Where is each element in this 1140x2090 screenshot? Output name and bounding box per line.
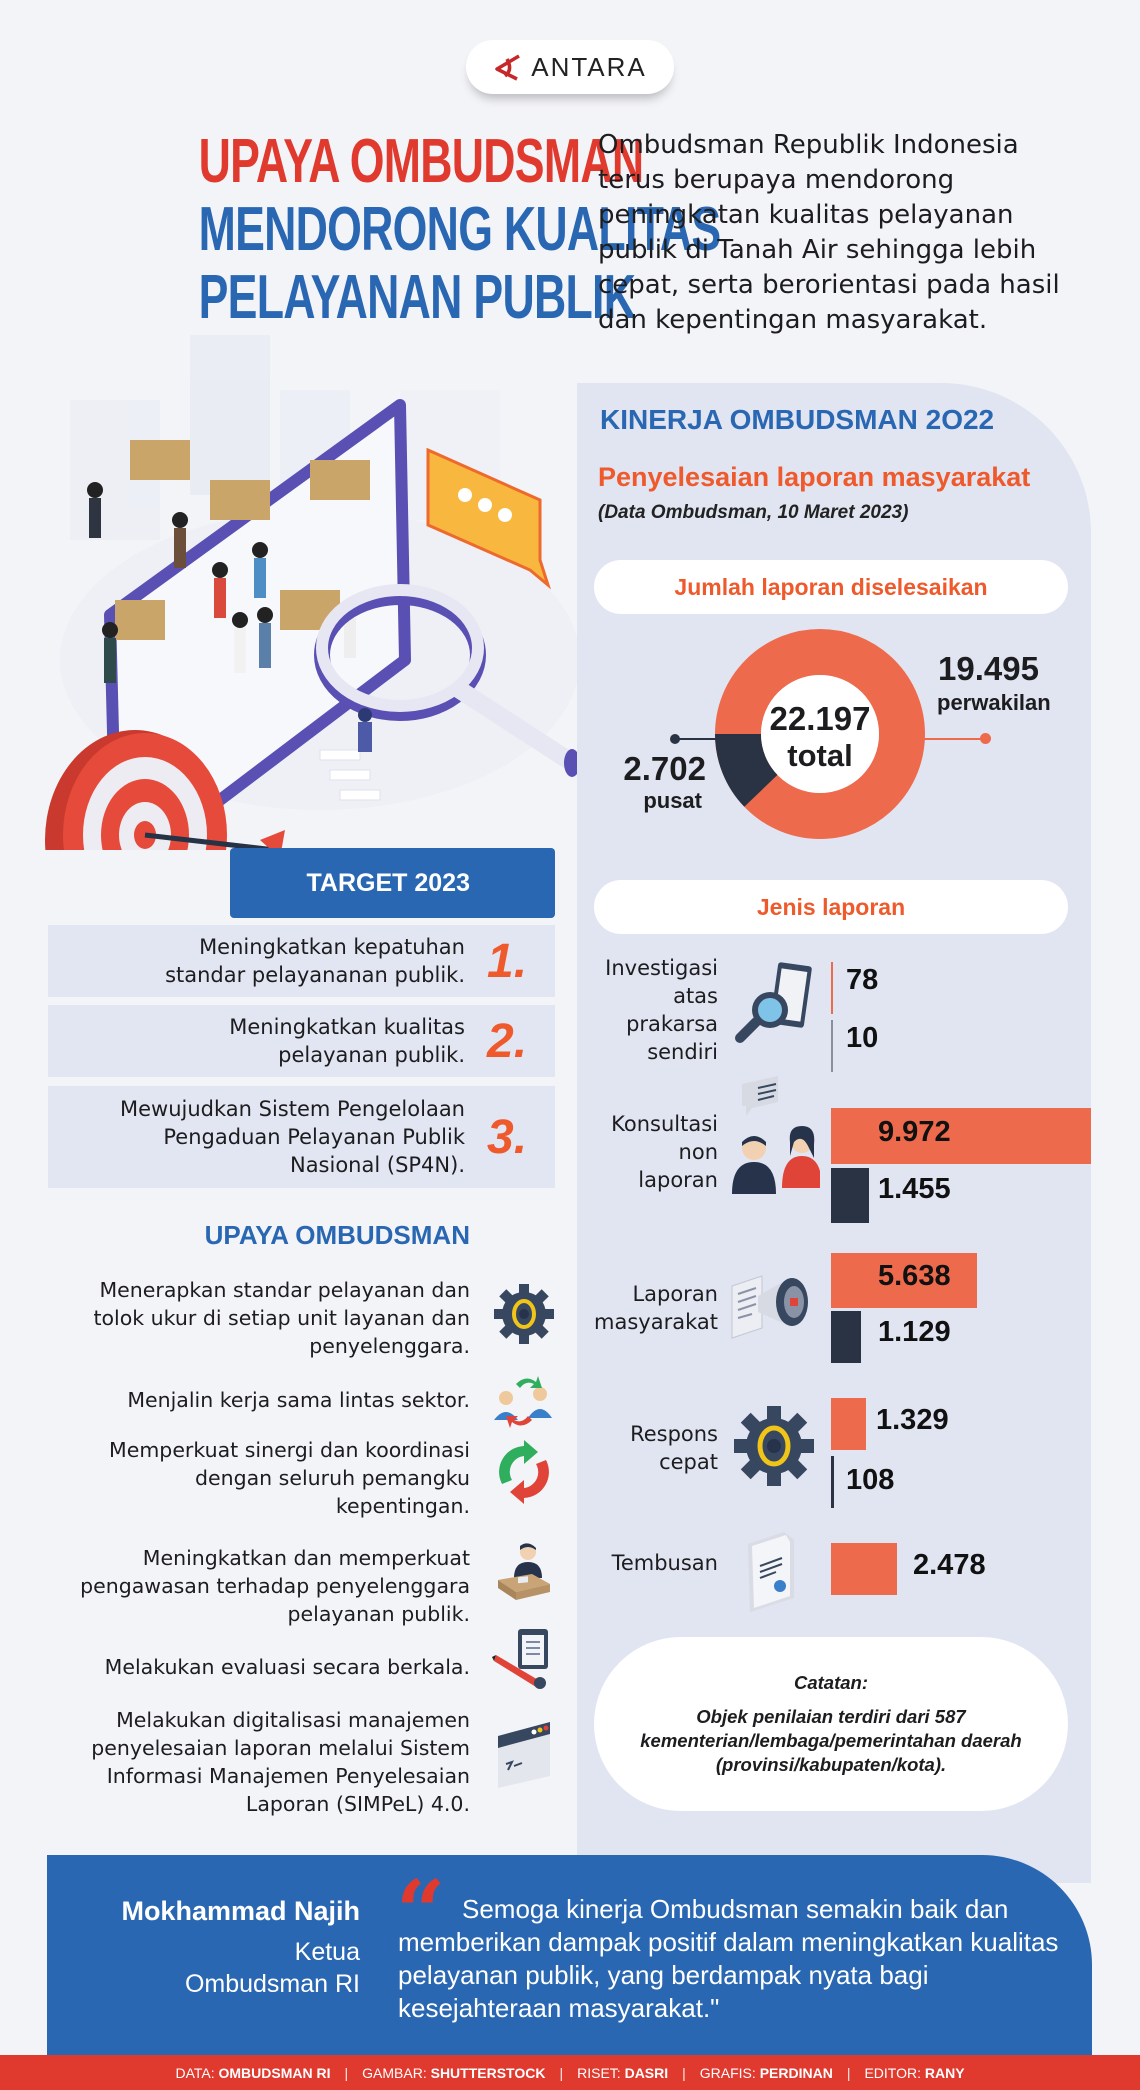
note-body: Objek penilaian terdiri dari 587 kementerian/lembaga/pemerintahan daerah (provinsi/kabupaten/kota). [640, 1706, 1022, 1775]
upaya-section-title: UPAYA OMBUDSMAN [204, 1220, 470, 1250]
target-2023-header: TARGET 2023 [230, 848, 555, 918]
consultation-people-icon [728, 1076, 820, 1204]
pusat-label: pusat [643, 788, 702, 813]
certificate-document-icon [728, 1526, 820, 1618]
bar-konsultasi-pusat [831, 1168, 869, 1223]
perwakilan-leader-dot [980, 733, 991, 744]
target-item-text: Meningkatkan kualitas pelayanan publik. [229, 1015, 465, 1067]
target-item [48, 1005, 555, 1077]
target-item-number: 1. [487, 934, 528, 988]
clipboard-pencil-icon [492, 1625, 556, 1689]
value-konsultasi-perwakilan: 9.972 [878, 1116, 951, 1148]
target-item-text: Meningkatkan kepatuhan standar pelayananan publik. [165, 935, 465, 987]
perwakilan-value: 19.495 [938, 650, 1039, 687]
quote-author-role-line1: Ketua [294, 1938, 360, 1966]
gear-icon [492, 1282, 556, 1346]
collaboration-icon [492, 1370, 556, 1434]
jenis-label-investigasi: Investigasi atas prakarsa sendiri [605, 956, 718, 1064]
upaya-item: Melakukan digitalisasi manajemen penyelesaian laporan melalui Sistem Informasi Manajemen Penyelesaian Laporan (SIMPeL) 4.0. [91, 1708, 470, 1816]
bar-investigasi-perwakilan [831, 962, 833, 1014]
terminal-window-icon [492, 1718, 556, 1790]
kinerja-subtitle: Penyelesaian laporan masyarakat [598, 462, 1031, 492]
value-investigasi-pusat: 10 [846, 1022, 879, 1054]
value-respons-cepat-pusat: 108 [846, 1464, 895, 1496]
upaya-item: Melakukan evaluasi secara berkala. [104, 1655, 470, 1679]
bar-konsultasi-perwakilan [831, 1108, 1091, 1164]
value-laporan-masyarakat-pusat: 1.129 [878, 1316, 951, 1348]
value-laporan-masyarakat-perwakilan: 5.638 [878, 1260, 951, 1292]
kinerja-title: KINERJA OMBUDSMAN 2O22 [600, 404, 995, 435]
upaya-item: Menjalin kerja sama lintas sektor. [127, 1388, 470, 1412]
bar-investigasi-pusat [831, 1020, 833, 1072]
jenis-label-laporan-masyarakat: Laporan masyarakat [594, 1282, 718, 1334]
megaphone-document-icon [728, 1262, 820, 1354]
logo-text: ANTARA [531, 51, 647, 82]
jenis-label-tembusan: Tembusan [611, 1551, 718, 1575]
office-illustration [20, 330, 580, 850]
quote-mark-icon: “ [396, 1862, 446, 1963]
target-item-text: Mewujudkan Sistem Pengelolaan Pengaduan Pelayanan Publik Nasional (SP4N). [120, 1097, 465, 1177]
jenis-section-pill: Jenis laporan [594, 880, 1068, 934]
upaya-item: Meningkatkan dan memperkuat pengawasan terhadap penyelenggara pelayanan publik. [80, 1546, 470, 1626]
credit-separator: | [846, 2064, 851, 2081]
credit-riset: RISET: DASRI [577, 2064, 669, 2081]
title-line-1: UPAYA OMBUDSMAN [198, 127, 644, 196]
credit-editor: EDITOR: RANY [864, 2064, 965, 2081]
perwakilan-label: perwakilan [937, 690, 1051, 715]
upaya-item: Memperkuat sinergi dan koordinasi dengan seluruh pemangku kepentingan. [109, 1438, 470, 1518]
supervisor-desk-icon [492, 1540, 556, 1604]
pusat-value: 2.702 [623, 750, 706, 787]
note-heading: Catatan: [793, 1672, 868, 1693]
gear-icon [728, 1400, 820, 1492]
value-konsultasi-pusat: 1.455 [878, 1173, 951, 1205]
credit-separator: | [559, 2064, 564, 2081]
target-item [48, 925, 555, 997]
credits-footer [0, 2055, 1140, 2090]
credit-separator: | [682, 2064, 686, 2081]
kinerja-source: (Data Ombudsman, 10 Maret 2023) [598, 502, 909, 523]
quote-author-role-line2: Ombudsman RI [184, 1970, 360, 1998]
target-item-number: 3. [487, 1110, 528, 1164]
donut-total-value: 22.197 [769, 700, 871, 737]
credit-data: DATA: OMBUDSMAN RI [175, 2064, 331, 2081]
note-box [594, 1637, 1068, 1811]
title-line-2: MENDORONG KUALITAS [198, 195, 721, 264]
target-item-number: 2. [487, 1014, 528, 1068]
upaya-item: Menerapkan standar pelayanan dan tolok ukur di setiap unit layanan dan penyelenggara. [93, 1278, 470, 1358]
bar-respons-cepat-pusat [831, 1456, 834, 1508]
value-investigasi-perwakilan: 78 [846, 964, 879, 996]
sync-arrows-icon [492, 1440, 556, 1504]
donut-total-label: total [787, 738, 853, 773]
jenis-label-konsultasi: Konsultasi non laporan [611, 1112, 718, 1192]
value-tembusan-perwakilan: 2.478 [913, 1549, 986, 1581]
bar-respons-cepat-perwakilan [831, 1398, 866, 1450]
antara-logo [466, 40, 674, 94]
credit-gambar: GAMBAR: SHUTTERSTOCK [362, 2064, 546, 2081]
bar-laporan-masyarakat-pusat [831, 1311, 861, 1363]
page-title [60, 127, 721, 332]
magnifier-clipboard-icon [728, 960, 820, 1052]
quote-author-name: Mokhammad Najih [121, 1896, 360, 1926]
jenis-label-respons-cepat: Respons cepat [630, 1422, 718, 1474]
pusat-leader-dot [670, 734, 680, 744]
target-item [48, 1086, 555, 1188]
intro-paragraph: Ombudsman Republik Indonesia terus berupaya mendorong peningkatan kualitas pelayanan publik di Tanah Air sehingga lebih cepat, serta berorientasi pada hasil dan kepentingan masyarakat. [598, 130, 1060, 335]
quote-author-role [80, 1936, 360, 2000]
title-line-3: PELAYANAN PUBLIK [198, 263, 636, 332]
credit-separator: | [344, 2064, 349, 2081]
antara-logo-icon [493, 52, 523, 82]
pusat-leader-line [675, 738, 725, 740]
perwakilan-leader-line [920, 738, 985, 740]
credit-grafis: GRAFIS: PERDINAN [699, 2064, 833, 2081]
quote-text: Semoga kinerja Ombudsman semakin baik dan memberikan dampak positif dalam meningkatkan kualitas pelayanan publik, yang berdampak nyata bagi kesejahteraan masyarakat." [398, 1894, 1059, 2023]
value-respons-cepat-perwakilan: 1.329 [876, 1404, 949, 1436]
donut-section-pill: Jumlah laporan diselesaikan [594, 560, 1068, 614]
bar-tembusan-perwakilan [831, 1543, 897, 1595]
